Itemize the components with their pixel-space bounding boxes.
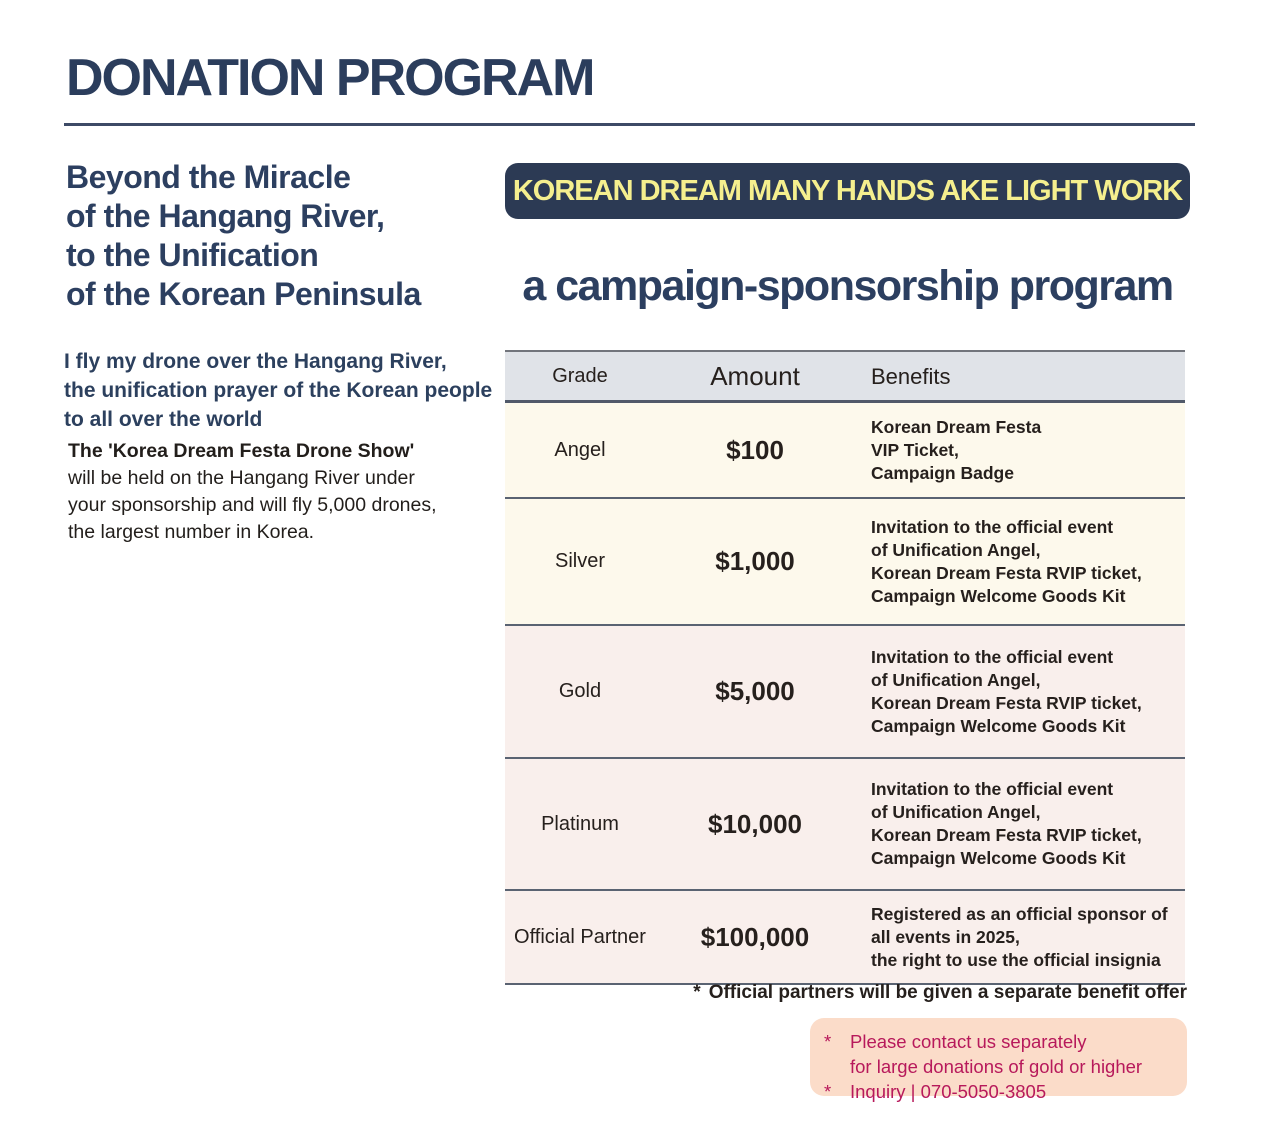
- intro-line: to all over the world: [64, 408, 263, 431]
- amount-cell: $1,000: [715, 546, 795, 576]
- table-row-platinum: [505, 759, 1185, 891]
- body-lead-line: The 'Korea Dream Festa Drone Show': [68, 440, 415, 462]
- grade-cell: Angel: [554, 438, 606, 461]
- grade-cell: Platinum: [541, 812, 619, 835]
- title-divider: [64, 123, 1195, 126]
- header-grade: Grade: [552, 364, 608, 387]
- table-row-angel: [505, 403, 1185, 499]
- left-heading-line: of the Hangang River,: [66, 198, 385, 234]
- benefit-line: Campaign Badge: [871, 462, 1014, 483]
- benefit-line: VIP Ticket,: [871, 439, 959, 460]
- amount-cell: $100: [726, 434, 784, 465]
- benefit-line: Korean Dream Festa RVIP ticket,: [871, 562, 1142, 583]
- table-row-official-partner: [505, 891, 1185, 985]
- grade-cell: Silver: [554, 550, 605, 572]
- table-row-gold: [505, 626, 1185, 759]
- benefit-line: Korean Dream Festa RVIP ticket,: [871, 692, 1142, 713]
- header-benefits: Benefits: [871, 363, 951, 389]
- contact-line: [824, 1079, 1177, 1104]
- amount-cell: $5,000: [715, 676, 795, 706]
- body-paragraph: [68, 438, 437, 546]
- partner-benefit-note: [505, 982, 1187, 1004]
- page-title: DONATION PROGRAM: [66, 49, 594, 107]
- body-line: your sponsorship and will fly 5,000 drones,: [68, 494, 437, 516]
- benefit-line: of Unification Angel,: [871, 669, 1041, 690]
- campaign-subtitle: a campaign-sponsorship program: [522, 262, 1173, 310]
- benefits-cell: [855, 516, 1185, 608]
- benefits-cell: [855, 903, 1185, 972]
- intro-line: the unification prayer of the Korean people: [64, 379, 493, 402]
- benefit-line: Campaign Welcome Goods Kit: [871, 585, 1126, 606]
- asterisk: *: [693, 982, 701, 1003]
- table-header-row: [505, 350, 1185, 403]
- grade-cell: Official Partner: [514, 925, 646, 948]
- left-heading: [66, 158, 421, 314]
- benefit-line: of Unification Angel,: [871, 539, 1041, 560]
- benefit-line: Korean Dream Festa: [871, 416, 1042, 437]
- benefits-cell: [855, 416, 1185, 485]
- grade-cell: Gold: [558, 680, 602, 702]
- left-heading-line: Beyond the Miracle: [66, 159, 351, 195]
- header-amount: Amount: [710, 360, 800, 391]
- left-heading-line: to the Unification: [66, 237, 319, 273]
- amount-cell: $10,000: [708, 808, 802, 839]
- asterisk-spacer: [824, 1054, 850, 1079]
- contact-text: Please contact us separately: [850, 1031, 1087, 1052]
- benefit-line: all events in 2025,: [871, 926, 1020, 947]
- asterisk: *: [824, 1031, 832, 1052]
- intro-paragraph: [64, 347, 492, 434]
- body-line: will be held on the Hangang River under: [68, 467, 415, 489]
- asterisk: *: [824, 1081, 832, 1102]
- benefits-cell: [855, 646, 1185, 738]
- sponsorship-table: [505, 350, 1185, 985]
- contact-line: [824, 1029, 1177, 1054]
- benefit-line: Campaign Welcome Goods Kit: [871, 715, 1126, 736]
- benefit-line: Campaign Welcome Goods Kit: [871, 848, 1126, 868]
- contact-line: [824, 1054, 1177, 1079]
- benefit-line: Invitation to the official event: [871, 516, 1114, 537]
- contact-note-box: [810, 1018, 1187, 1102]
- contact-text: Inquiry | 070-5050-3805: [850, 1081, 1047, 1102]
- table-row-silver: [505, 499, 1185, 626]
- partner-note-text: Official partners will be given a separate benefit offer: [708, 982, 1187, 1003]
- benefit-line: Registered as an official sponsor of: [871, 903, 1168, 924]
- benefits-cell: [855, 778, 1185, 870]
- benefit-line: Invitation to the official event: [871, 779, 1114, 799]
- benefit-line: of Unification Angel,: [871, 802, 1041, 822]
- body-line: the largest number in Korea.: [68, 521, 315, 543]
- amount-cell: $100,000: [700, 921, 810, 952]
- intro-line: I fly my drone over the Hangang River,: [64, 350, 447, 373]
- benefit-line: the right to use the official insignia: [871, 949, 1161, 970]
- campaign-banner: KOREAN DREAM MANY HANDS AKE LIGHT WORK: [505, 163, 1190, 219]
- benefit-line: Invitation to the official event: [871, 646, 1114, 667]
- contact-text: for large donations of gold or higher: [850, 1056, 1143, 1077]
- benefit-line: Korean Dream Festa RVIP ticket,: [871, 825, 1142, 845]
- left-heading-line: of the Korean Peninsula: [66, 276, 421, 312]
